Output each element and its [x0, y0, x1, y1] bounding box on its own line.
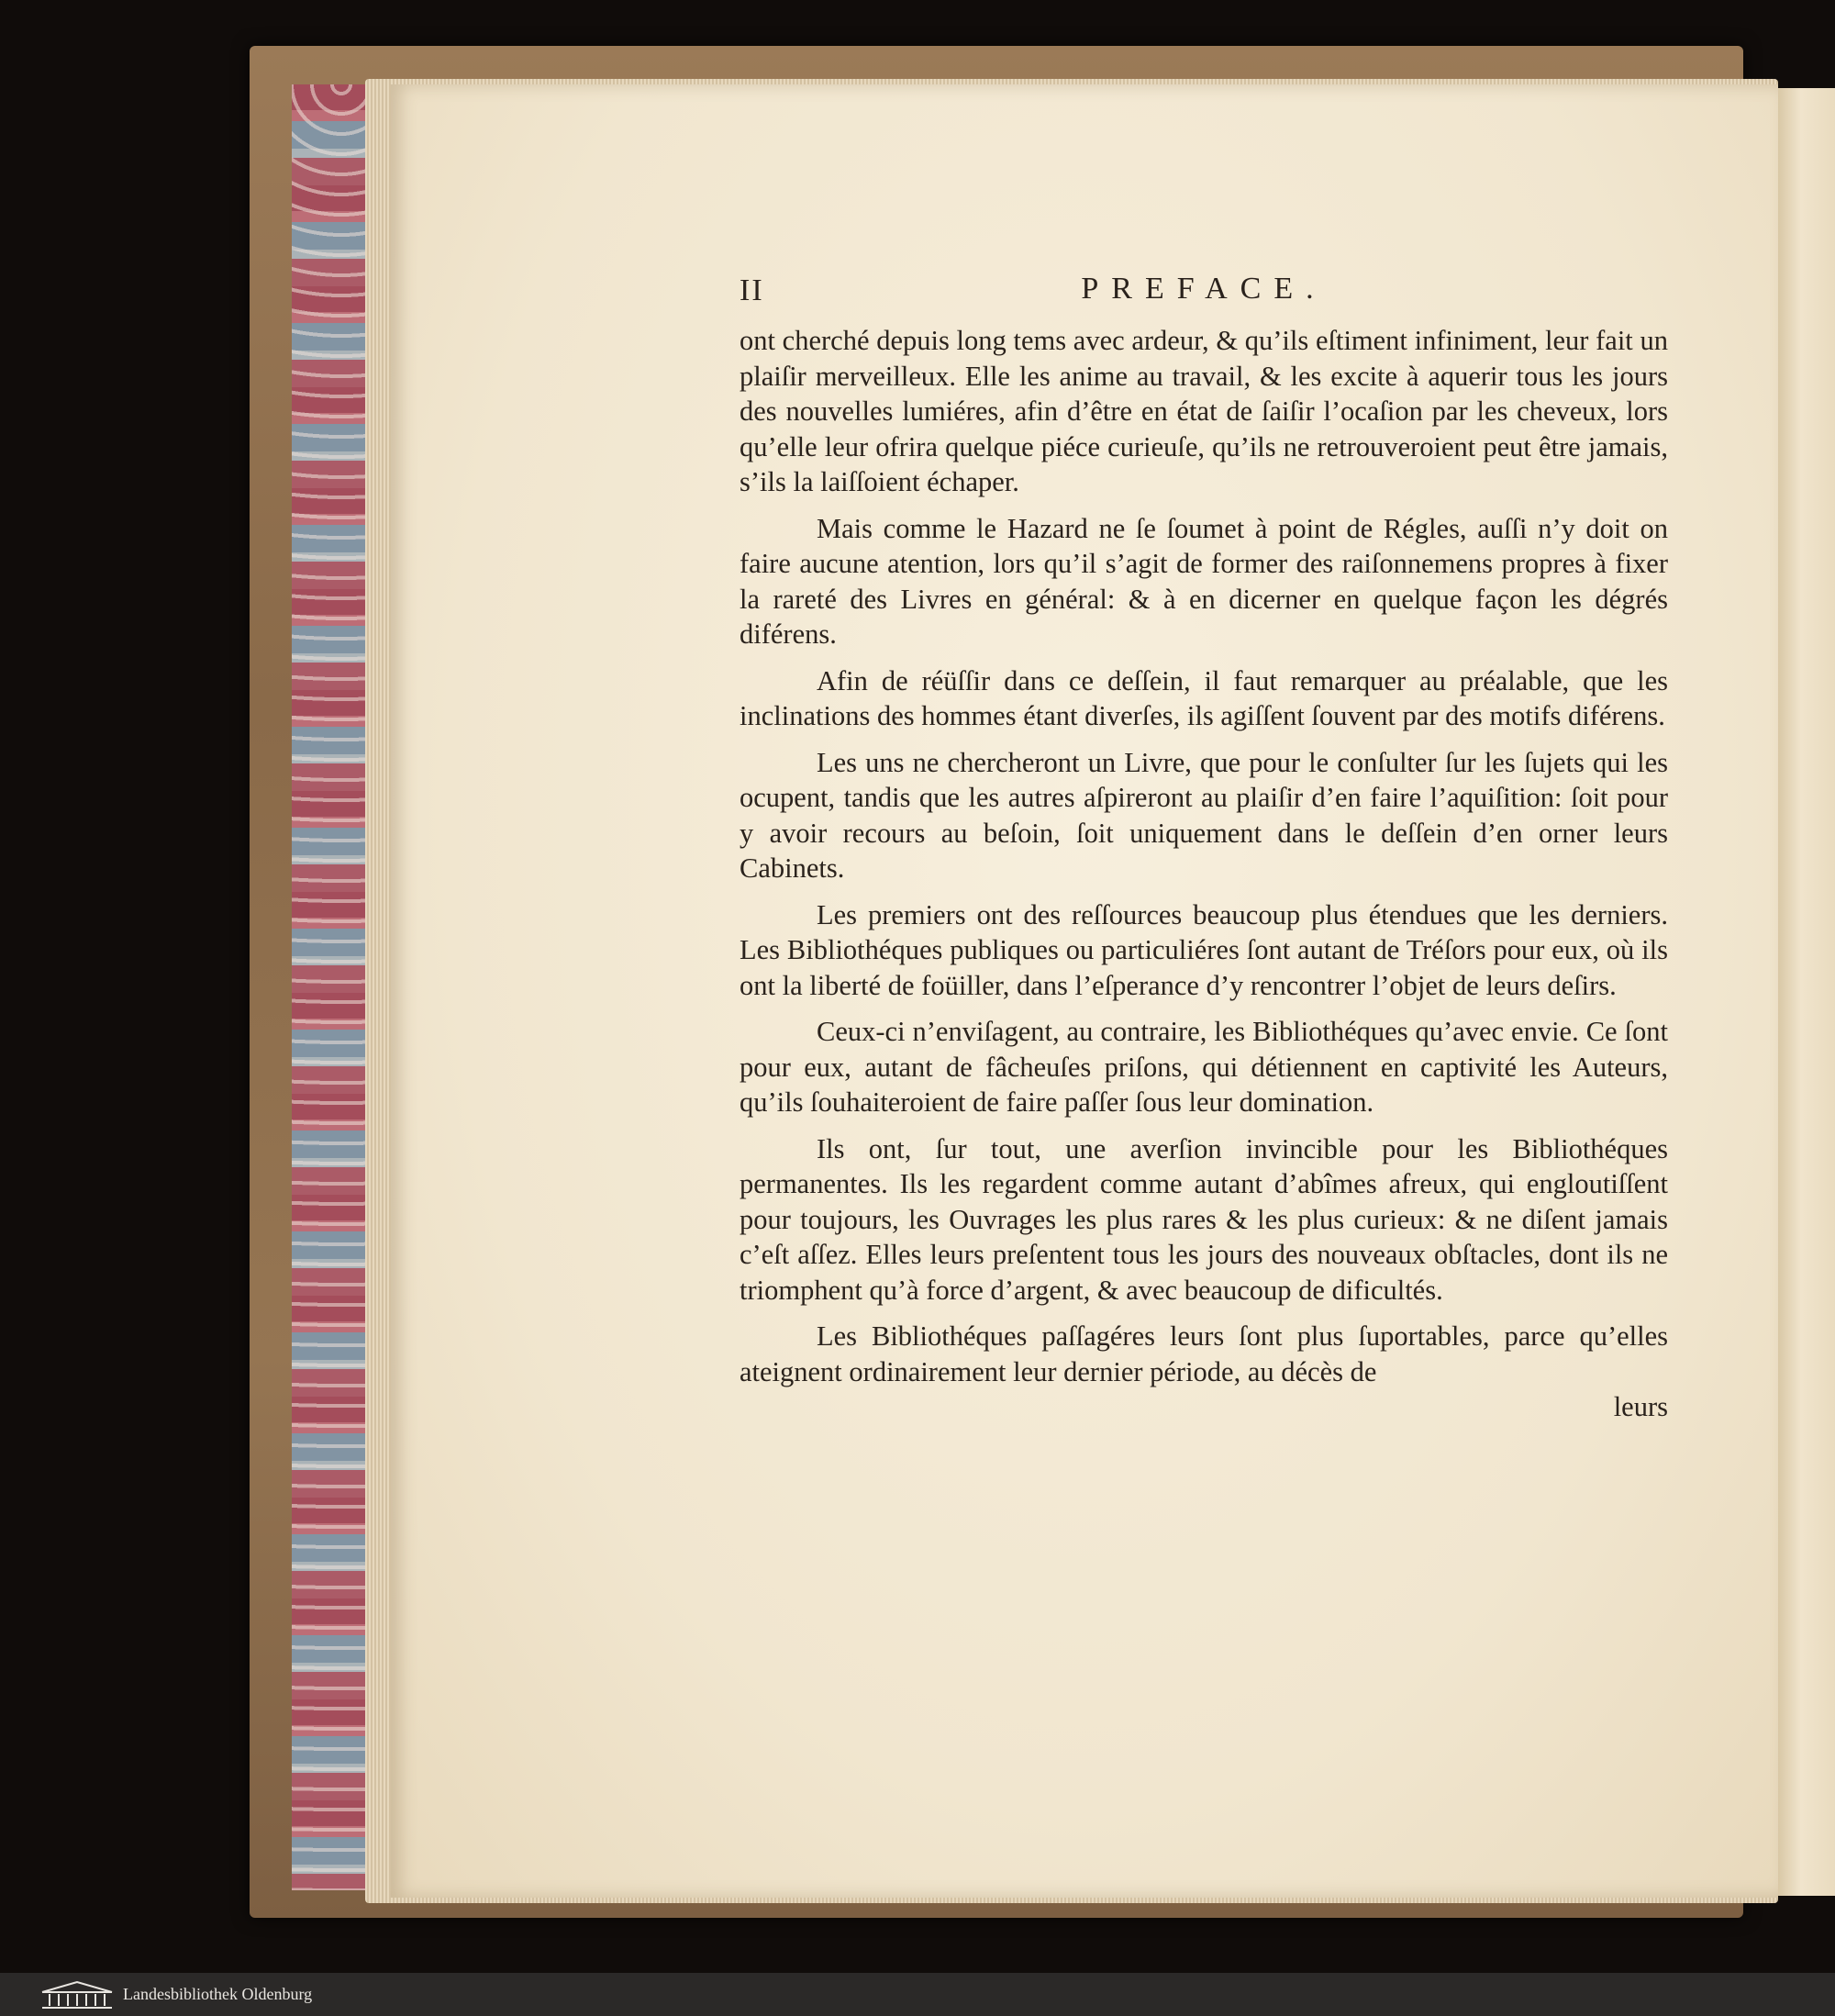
paragraph: Les premiers ont des reſſources beaucoup plus étendues que les derniers. Les Bibliothéques publiques ou particuliéres ſont autant de Tréſors pour eux, où ils ont la liberté de foüiller, dans l’eſperance d’y rencontrer l’objet de leurs deſirs.: [740, 898, 1668, 1001]
header-title: PREFACE.: [1081, 272, 1327, 306]
library-name: Landesbibliothek Oldenburg: [123, 1985, 313, 2003]
paragraph: Les uns ne chercheront un Livre, que pour le conſulter ſur les ſujets qui les ocupent, tandis que les autres aſpireront au plaiſir d’en faire l’aquiſition: ſoit pour y avoir recours au beſoin, ſoit uniquement dans le deſſein d’en orner leurs Cabinets.: [740, 746, 1668, 884]
paragraph: Mais comme le Hazard ne ſe ſoumet à point de Régles, auſſi n’y doit on faire aucune atention, lors qu’il s’agit de former des raiſonnemens propres à fixer la rareté des Livres en général: & à en dicerner en quelque façon les dégrés diférens.: [740, 512, 1668, 650]
paragraph: Ils ont, ſur tout, une averſion invincible pour les Bibliothéques permanentes. Ils les regardent comme autant d’abîmes afreux, qui engloutiſſent pour toujours, les Ouvrages les plus rares & les plus curieux: & ne diſent jamais c’eſt aſſez. Elles leurs preſentent tous les jours des nouveaux obſtacles, dont ils ne triomphent qu’à force d’argent, & avec beaucoup de dificultés.: [740, 1132, 1668, 1306]
catchword: leurs: [1613, 1391, 1668, 1422]
page-text-block: [740, 266, 1668, 1424]
paragraph: ont cherché depuis long tems avec ardeur, & qu’ils eſtiment infiniment, leur fait un plaiſir merveilleux. Elle les anime au travail, & les excite à aquerir tous les jours des nouvelles lumiéres, afin d’être en état de ſaiſir l’ocaſion par les cheveux, lors qu’elle leur ofrira quelque piéce curieuſe, qu’ils ne retrouveroient peut être jamais, s’ils la laiſſoient échaper.: [740, 325, 1668, 497]
facing-page-edge: [1778, 88, 1835, 1896]
running-head: [740, 266, 1668, 323]
paragraph: Les Bibliothéques paſſagéres leurs ſont plus ſuportables, parce qu’elles ateignent ordinairement leur dernier période, au décès de: [740, 1320, 1668, 1387]
page-number: II: [740, 273, 764, 307]
footer-bar: [0, 1973, 1835, 2016]
paragraph: Afin de réüſſir dans ce deſſein, il faut remarquer au préalable, que les inclinations des hommes étant diverſes, ils agiſſent ſouvent par des motifs diférens.: [740, 664, 1668, 731]
paragraph: Ceux-ci n’enviſagent, au contraire, les Bibliothéques qu’avec envie. Ce ſont pour eux, autant de fâcheuſes priſons, qui détiennent en captivité les Auteurs, qu’ils ſouhaiteroient de faire paſſer ſous leur domination.: [740, 1016, 1668, 1118]
library-building-icon: [39, 1979, 116, 2010]
marbled-endpaper: [292, 84, 374, 1890]
